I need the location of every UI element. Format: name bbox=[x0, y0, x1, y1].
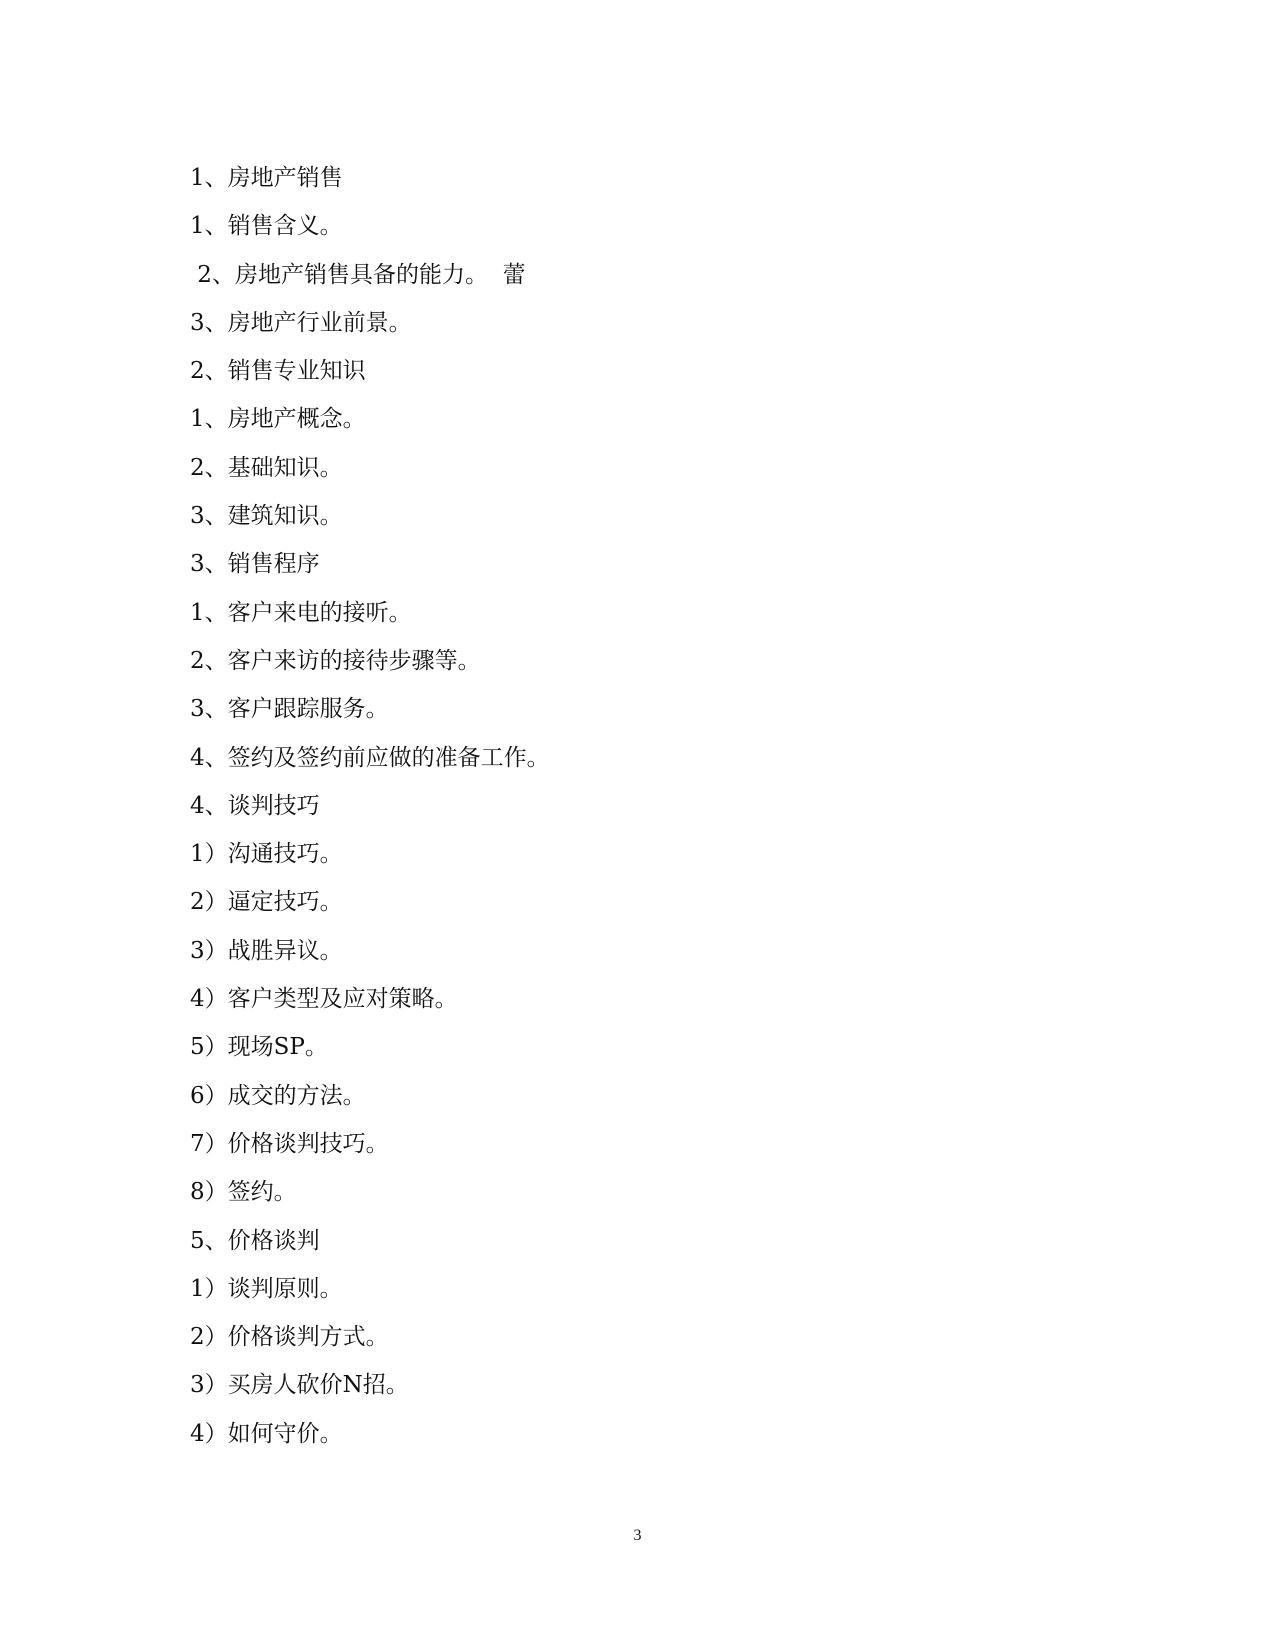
list-item: 4）客户类型及应对策略。 bbox=[190, 986, 458, 1013]
section-heading-negotiation-skills: 4、谈判技巧 bbox=[190, 792, 320, 819]
list-item: 5）现场SP。 bbox=[190, 1034, 328, 1061]
list-item: 3、客户跟踪服务。 bbox=[190, 696, 389, 723]
list-item: 3）买房人砍价N招。 bbox=[190, 1372, 409, 1399]
list-item: 1）谈判原则。 bbox=[190, 1275, 343, 1302]
list-item: 1、客户来电的接听。 bbox=[190, 599, 412, 626]
section-heading-price-negotiation: 5、价格谈判 bbox=[190, 1227, 320, 1254]
section-heading-procedure: 3、销售程序 bbox=[190, 551, 320, 578]
section-heading-knowledge: 2、销售专业知识 bbox=[190, 358, 366, 385]
section-heading-sales: 1、房地产销售 bbox=[190, 165, 343, 191]
list-item: 2、基础知识。 bbox=[190, 454, 343, 481]
list-item: 6）成交的方法。 bbox=[190, 1082, 366, 1109]
list-item: 8）签约。 bbox=[190, 1179, 297, 1206]
list-item: 2）逼定技巧。 bbox=[190, 889, 343, 916]
list-item: 1、房地产概念。 bbox=[190, 406, 366, 433]
list-item: 2、房地产销售具备的能力。 蕾 bbox=[190, 261, 526, 288]
list-item: 3、房地产行业前景。 bbox=[190, 309, 412, 336]
list-item: 4）如何守价。 bbox=[190, 1420, 343, 1447]
list-item: 2）价格谈判方式。 bbox=[190, 1324, 389, 1351]
page-number: 3 bbox=[633, 1527, 642, 1544]
list-item: 1、销售含义。 bbox=[190, 213, 343, 240]
list-item: 3）战胜异议。 bbox=[190, 937, 343, 964]
list-item: 2、客户来访的接待步骤等。 bbox=[190, 647, 481, 674]
list-item: 3、建筑知识。 bbox=[190, 503, 343, 530]
list-item: 4、签约及签约前应做的准备工作。 bbox=[190, 744, 550, 771]
document-body bbox=[190, 160, 1090, 1464]
list-item: 1）沟通技巧。 bbox=[190, 841, 343, 868]
list-item: 7）价格谈判技巧。 bbox=[190, 1130, 389, 1157]
